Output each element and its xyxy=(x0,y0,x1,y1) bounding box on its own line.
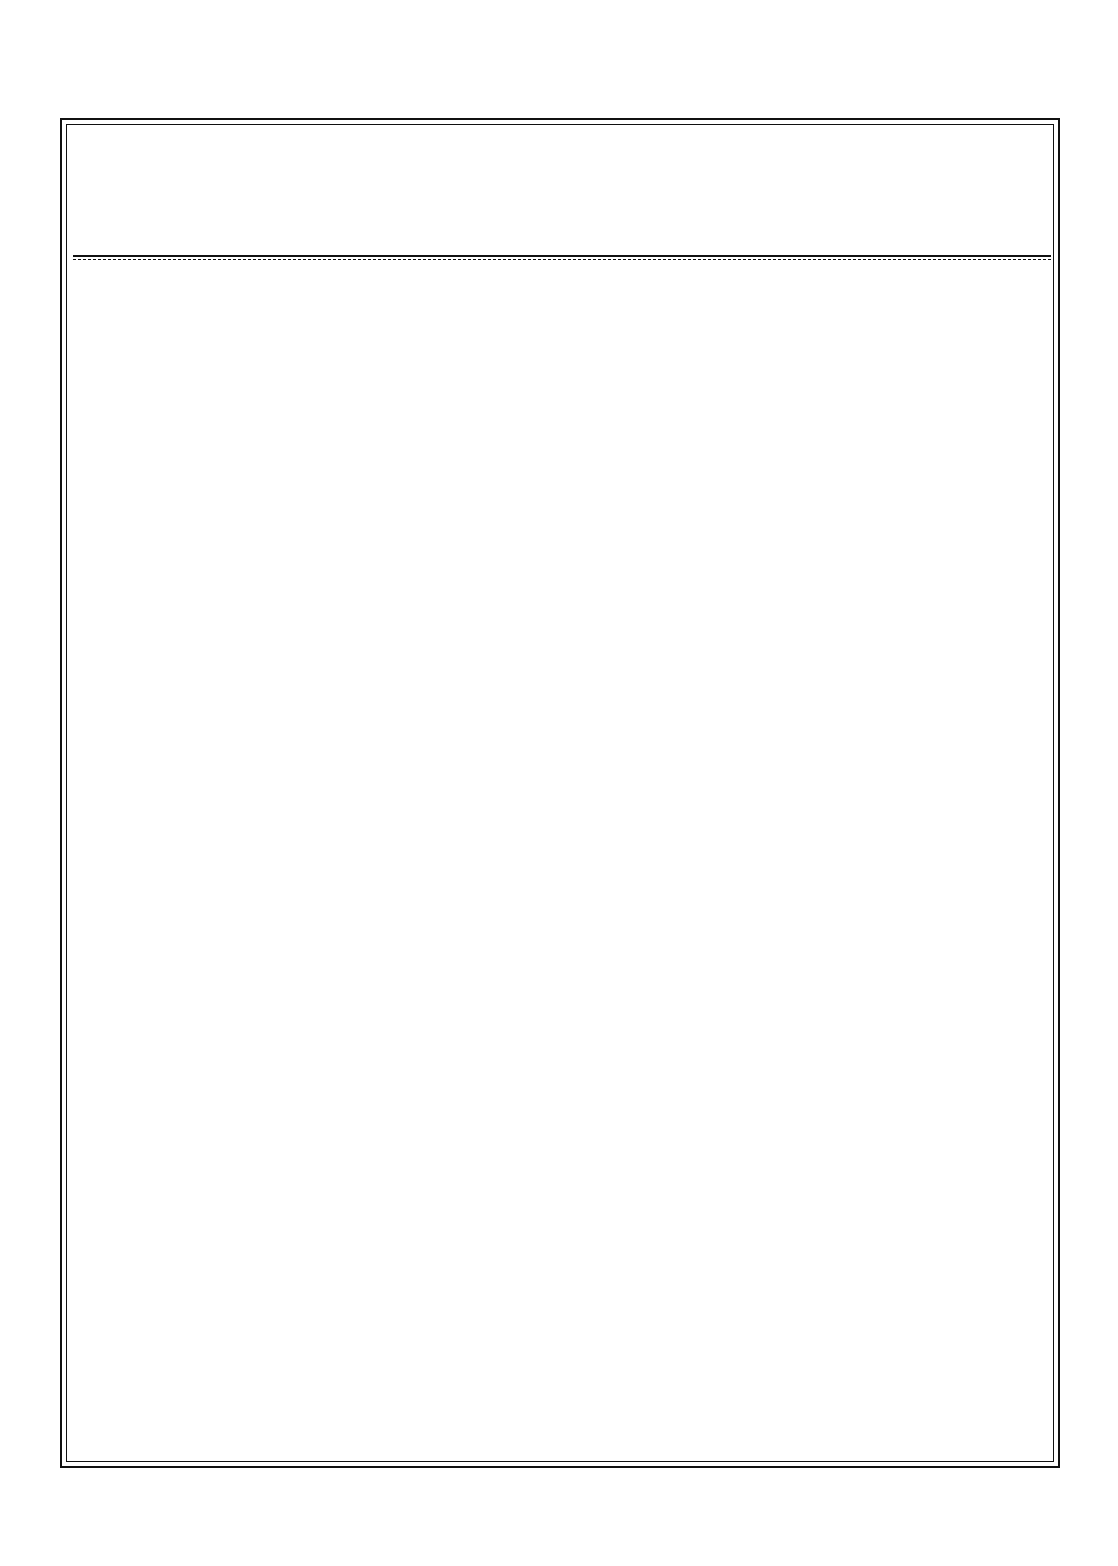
commentary-line xyxy=(77,404,1051,439)
commentary-line xyxy=(77,1143,1051,1178)
section-divider-dashed xyxy=(73,259,1051,260)
commentary-line xyxy=(77,1002,1051,1037)
commentary-line xyxy=(77,650,1051,685)
commentary-line xyxy=(77,1389,1051,1424)
side-margin-title xyxy=(1068,820,1104,1160)
hadith-line xyxy=(77,173,1051,213)
commentary-line xyxy=(77,545,1051,580)
commentary-line xyxy=(77,474,1051,509)
commentary-line xyxy=(77,333,1051,368)
margin-gloss xyxy=(14,880,54,1100)
commentary-line xyxy=(77,1424,1051,1459)
commentary-line xyxy=(77,896,1051,931)
commentary-line xyxy=(77,1178,1051,1213)
hadith-line xyxy=(77,133,1051,173)
commentary-line xyxy=(77,509,1051,544)
commentary-line xyxy=(77,1283,1051,1318)
commentary-line xyxy=(77,1108,1051,1143)
hadith-text-block xyxy=(77,133,1051,253)
commentary-line xyxy=(77,263,1051,298)
commentary-line xyxy=(77,861,1051,896)
commentary-line xyxy=(77,1248,1051,1283)
commentary-line xyxy=(77,1213,1051,1248)
commentary-line xyxy=(77,791,1051,826)
commentary-block xyxy=(77,263,1051,1459)
commentary-line xyxy=(77,967,1051,1002)
text-frame xyxy=(60,118,1060,1468)
commentary-line xyxy=(77,369,1051,404)
text-frame-inner xyxy=(66,124,1054,1462)
hadith-line xyxy=(77,213,1051,253)
commentary-line xyxy=(77,1319,1051,1354)
commentary-line xyxy=(77,1354,1051,1389)
commentary-line xyxy=(77,720,1051,755)
commentary-line xyxy=(77,685,1051,720)
commentary-line xyxy=(77,439,1051,474)
commentary-line xyxy=(77,615,1051,650)
commentary-line xyxy=(77,1072,1051,1107)
running-header xyxy=(60,78,1060,118)
commentary-line xyxy=(77,580,1051,615)
section-divider xyxy=(73,255,1051,257)
commentary-line xyxy=(77,756,1051,791)
commentary-line xyxy=(77,1037,1051,1072)
commentary-line xyxy=(77,298,1051,333)
commentary-line xyxy=(77,932,1051,967)
commentary-line xyxy=(77,826,1051,861)
